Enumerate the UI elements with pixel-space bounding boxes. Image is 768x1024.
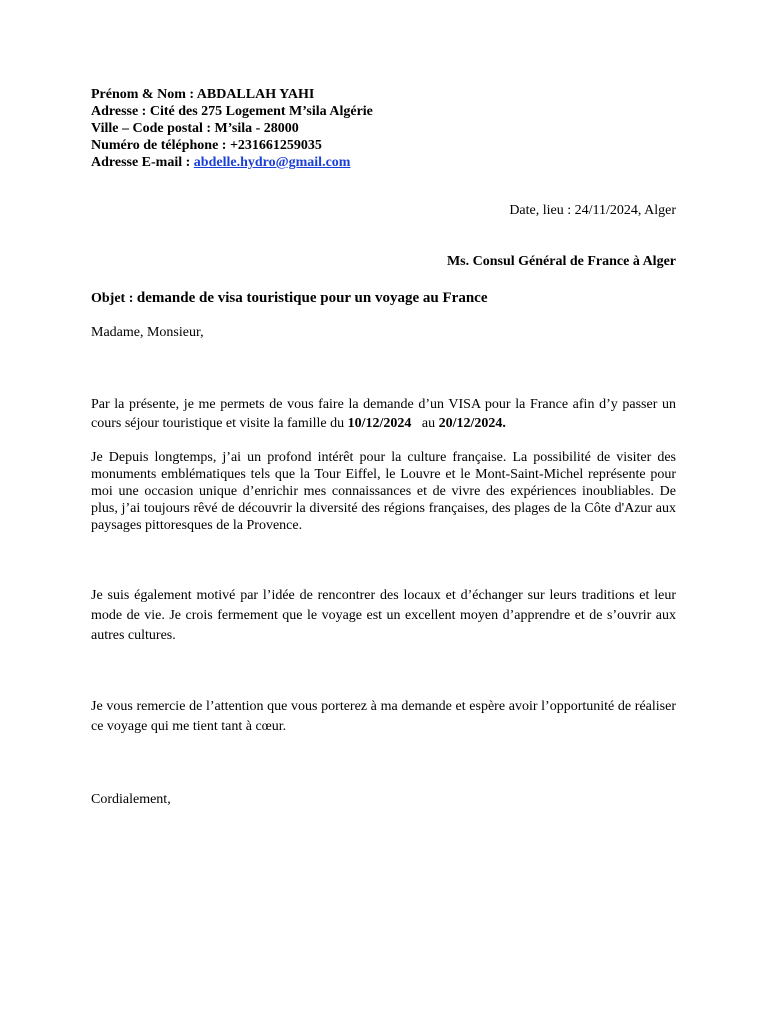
recipient-line: Ms. Consul Général de France à Alger (446, 254, 676, 269)
subject-label: Objet : (91, 291, 137, 306)
sender-phone-value: +231661259035 (229, 138, 322, 153)
sender-info (91, 86, 676, 171)
sender-address-value: Cité des 275 Logement M’sila Algérie (149, 104, 373, 119)
sender-address-label: Adresse : (91, 104, 150, 119)
paragraph-request (91, 395, 676, 433)
subject-line (91, 289, 676, 308)
paragraph-request-text: Par la présente, je me permets de vous faire la demande d’un VISA pour la France afin d’y passer un cours séjour touristique et visite la famille du (91, 397, 676, 431)
greeting: Madame, Monsieur, (91, 325, 204, 340)
sender-name-label: Prénom & Nom : (91, 87, 197, 102)
date-place-line: Date, lieu : 24/11/2024, Alger (509, 203, 676, 218)
sender-name-line (91, 86, 676, 103)
date-from: 10/12/2024 (347, 416, 412, 431)
sender-email-line (91, 154, 676, 171)
paragraph-thanks: Je vous remercie de l’attention que vous porterez à ma demande et espère avoir l’opportunité de réaliser ce voyage qui me tient tant à cœur. (91, 699, 676, 734)
sender-name-value: ABDALLAH YAHI (196, 87, 315, 102)
subject-text: demande de visa touristique pour un voyage au France (136, 290, 488, 306)
sender-city-label: Ville – Code postal : (91, 121, 215, 136)
sender-phone-line (91, 137, 676, 154)
sender-email-label: Adresse E-mail : (91, 155, 194, 170)
paragraph-motivation: Je suis également motivé par l’idée de rencontrer des locaux et d’échanger sur leurs traditions et leur mode de vie. Je crois fermement que le voyage est un excellent moyen d’apprendre et de s’ouvrir aux autres cultures. (91, 588, 676, 643)
closing: Cordialement, (91, 792, 171, 807)
sender-phone-label: Numéro de téléphone : (91, 138, 230, 153)
sender-city-line (91, 120, 676, 137)
date-separator: au (411, 416, 439, 431)
date-to: 20/12/2024. (438, 416, 506, 431)
paragraph-interest: Je Depuis longtemps, j’ai un profond intérêt pour la culture française. La possibilité de visiter des monuments emblématiques tels que la Tour Eiffel, le Louvre et le Mont-Saint-Michel représente pour moi une occasion unique d’enrichir mes connaissances et de vivre des expériences inoubliables. De plus, j’ai toujours rêvé de découvrir la diversité des régions françaises, des plages de la Côte d'Azur aux paysages pittoresques de la Provence. (91, 450, 676, 533)
sender-address-line (91, 103, 676, 120)
sender-city-value: M’sila - 28000 (214, 121, 299, 136)
sender-email-link[interactable]: abdelle.hydro@gmail.com (193, 155, 351, 170)
